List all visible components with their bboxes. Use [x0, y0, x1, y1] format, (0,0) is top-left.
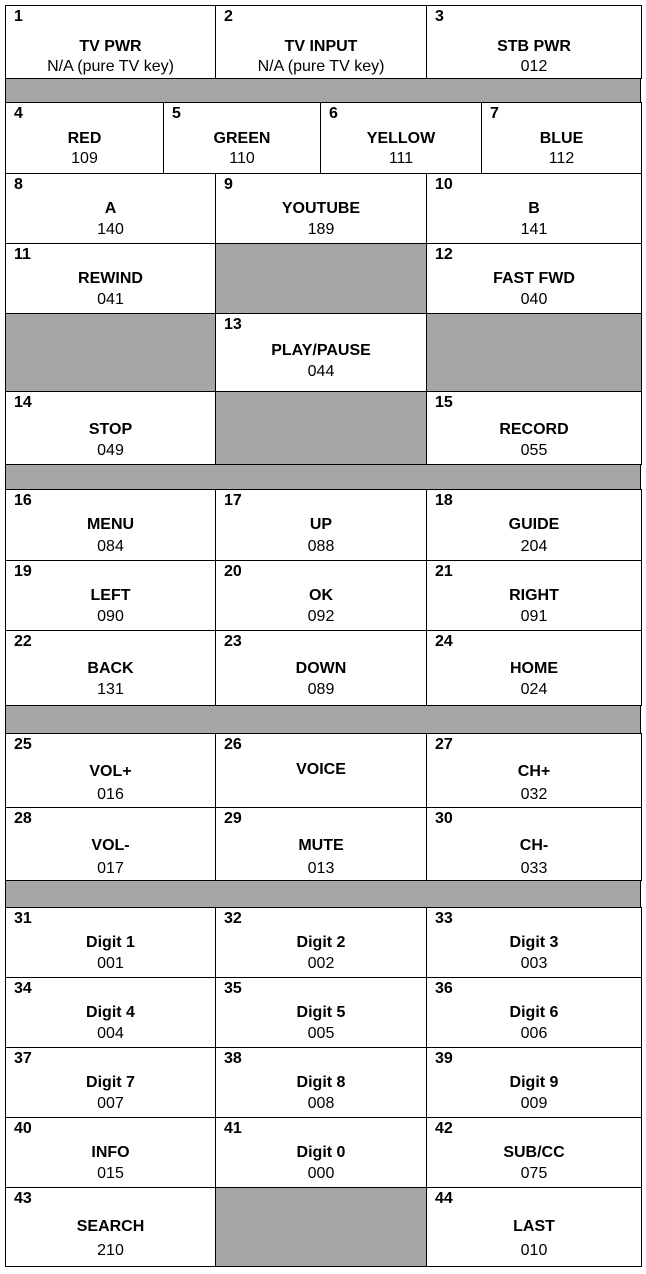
- key-name: YELLOW: [366, 130, 436, 147]
- key-code: 006: [520, 1025, 548, 1042]
- section-separator: [5, 78, 641, 103]
- key-cell: [215, 1047, 427, 1118]
- key-cell: [215, 977, 427, 1048]
- key-number: 20: [224, 563, 242, 580]
- key-number: 18: [435, 492, 453, 509]
- key-name: Digit 3: [509, 934, 559, 951]
- key-number: 21: [435, 563, 453, 580]
- key-name: Digit 7: [86, 1074, 135, 1091]
- key-cell: [5, 173, 216, 244]
- blank-cell: [426, 313, 642, 392]
- key-cell: [320, 102, 482, 174]
- key-name: Digit 4: [86, 1004, 135, 1021]
- key-name: RIGHT: [509, 587, 559, 604]
- key-name: TV INPUT: [284, 38, 358, 55]
- key-number: 43: [14, 1190, 32, 1207]
- key-code: 055: [520, 442, 548, 459]
- key-name: Digit 5: [296, 1004, 346, 1021]
- key-number: 5: [172, 105, 181, 122]
- key-cell: [215, 313, 427, 392]
- key-number: 4: [14, 105, 23, 122]
- key-code: 002: [307, 955, 335, 972]
- key-number: 28: [14, 810, 32, 827]
- section-separator: [5, 705, 641, 734]
- key-cell: [5, 630, 216, 706]
- key-code: 090: [97, 608, 124, 625]
- key-name: CH-: [519, 837, 549, 854]
- key-code: 032: [520, 786, 548, 803]
- key-cell: [5, 102, 164, 174]
- key-cell: [426, 733, 642, 808]
- key-code: 112: [548, 150, 575, 167]
- key-name: Digit 8: [296, 1074, 346, 1091]
- key-name: LEFT: [90, 587, 131, 604]
- key-cell: [426, 630, 642, 706]
- key-cell: [426, 807, 642, 881]
- blank-cell: [5, 313, 216, 392]
- key-code: 092: [307, 608, 335, 625]
- key-cell: [426, 1117, 642, 1188]
- key-code: 140: [97, 221, 124, 238]
- key-number: 33: [435, 910, 453, 927]
- key-cell: [5, 489, 216, 561]
- key-code: 091: [520, 608, 548, 625]
- key-name: CH+: [517, 763, 551, 780]
- key-number: 12: [435, 246, 453, 263]
- key-name: Digit 2: [296, 934, 346, 951]
- key-number: 7: [490, 105, 499, 122]
- key-number: 24: [435, 633, 453, 650]
- key-cell: [163, 102, 321, 174]
- key-number: 44: [435, 1190, 453, 1207]
- key-code: 141: [520, 221, 548, 238]
- key-name: STB PWR: [497, 38, 571, 55]
- key-cell: [426, 560, 642, 631]
- key-code: 007: [97, 1095, 124, 1112]
- key-name: RECORD: [499, 421, 569, 438]
- key-code: 024: [520, 681, 548, 698]
- key-number: 19: [14, 563, 32, 580]
- key-name: BACK: [87, 660, 134, 677]
- key-code: 000: [307, 1165, 335, 1182]
- key-number: 36: [435, 980, 453, 997]
- key-cell: [215, 630, 427, 706]
- key-cell: [215, 907, 427, 978]
- key-number: 29: [224, 810, 242, 827]
- key-name: LAST: [513, 1218, 555, 1235]
- key-code: 111: [388, 150, 414, 167]
- key-code: 189: [307, 221, 335, 238]
- key-code: 016: [97, 786, 124, 803]
- key-number: 34: [14, 980, 32, 997]
- key-cell: [5, 243, 216, 314]
- key-number: 38: [224, 1050, 242, 1067]
- key-number: 11: [14, 246, 31, 263]
- blank-cell: [215, 391, 427, 465]
- key-code: 004: [97, 1025, 124, 1042]
- key-name: YOUTUBE: [281, 200, 361, 217]
- key-code: 017: [97, 860, 124, 877]
- section-separator: [5, 880, 641, 908]
- key-code: N/A (pure TV key): [47, 58, 174, 75]
- key-number: 26: [224, 736, 242, 753]
- key-name: BLUE: [539, 130, 584, 147]
- key-code: 003: [520, 955, 548, 972]
- key-name: GREEN: [213, 130, 271, 147]
- key-number: 37: [14, 1050, 32, 1067]
- key-cell: [5, 560, 216, 631]
- key-cell: [215, 733, 427, 808]
- key-number: 3: [435, 8, 444, 25]
- key-name: INFO: [91, 1144, 130, 1161]
- key-cell: [426, 243, 642, 314]
- key-cell: [215, 5, 427, 79]
- key-code: 088: [307, 538, 335, 555]
- key-number: 13: [224, 316, 242, 333]
- key-number: 15: [435, 394, 453, 411]
- key-cell: [5, 1187, 216, 1267]
- key-number: 41: [224, 1120, 242, 1137]
- key-cell: [426, 907, 642, 978]
- key-number: 32: [224, 910, 242, 927]
- key-number: 27: [435, 736, 453, 753]
- key-number: 25: [14, 736, 32, 753]
- key-name: SUB/CC: [503, 1144, 565, 1161]
- key-name: Digit 0: [296, 1144, 346, 1161]
- key-code: 015: [97, 1165, 124, 1182]
- key-cell: [426, 173, 642, 244]
- blank-cell: [215, 243, 427, 314]
- key-number: 23: [224, 633, 242, 650]
- key-number: 31: [14, 910, 32, 927]
- key-cell: [215, 1117, 427, 1188]
- key-code: 001: [97, 955, 124, 972]
- key-name: STOP: [88, 421, 133, 438]
- key-number: 8: [14, 176, 23, 193]
- key-name: Digit 9: [509, 1074, 559, 1091]
- key-name: Digit 1: [86, 934, 135, 951]
- blank-cell: [215, 1187, 427, 1267]
- key-cell: [215, 560, 427, 631]
- key-name: GUIDE: [508, 516, 560, 533]
- key-number: 1: [14, 8, 23, 25]
- key-code: 013: [307, 860, 335, 877]
- section-separator: [5, 464, 641, 490]
- key-code: 089: [307, 681, 335, 698]
- key-cell: [5, 5, 216, 79]
- key-name: Digit 6: [509, 1004, 559, 1021]
- key-name: B: [528, 200, 540, 217]
- key-name: FAST FWD: [493, 270, 575, 287]
- key-name: SEARCH: [76, 1218, 145, 1235]
- key-code: 009: [520, 1095, 548, 1112]
- key-code: 084: [97, 538, 124, 555]
- key-number: 39: [435, 1050, 453, 1067]
- key-cell: [5, 807, 216, 881]
- key-code: 049: [97, 442, 124, 459]
- key-name: A: [104, 200, 117, 217]
- key-number: 42: [435, 1120, 453, 1137]
- key-number: 2: [224, 8, 233, 25]
- key-cell: [426, 1047, 642, 1118]
- key-code: 131: [97, 681, 124, 698]
- key-name: PLAY/PAUSE: [271, 342, 371, 359]
- key-name: RED: [67, 130, 102, 147]
- key-code: 033: [520, 860, 548, 877]
- key-code: 010: [520, 1242, 548, 1259]
- key-code: 044: [307, 363, 335, 380]
- key-code: 041: [97, 291, 124, 308]
- key-code: 110: [229, 150, 255, 167]
- key-name: VOICE: [296, 761, 346, 778]
- key-name: MUTE: [298, 837, 344, 854]
- key-cell: [5, 1117, 216, 1188]
- key-cell: [215, 489, 427, 561]
- key-code: 040: [520, 291, 548, 308]
- key-cell: [426, 391, 642, 465]
- key-number: 6: [329, 105, 338, 122]
- key-code: 210: [97, 1242, 124, 1259]
- key-number: 10: [435, 176, 453, 193]
- key-number: 16: [14, 492, 32, 509]
- key-code: 204: [520, 538, 548, 555]
- key-name: VOL+: [89, 763, 132, 780]
- key-cell: [426, 977, 642, 1048]
- key-cell: [5, 391, 216, 465]
- key-cell: [481, 102, 642, 174]
- key-number: 17: [224, 492, 242, 509]
- key-name: REWIND: [78, 270, 143, 287]
- key-name: UP: [309, 516, 333, 533]
- key-number: 40: [14, 1120, 32, 1137]
- key-cell: [5, 1047, 216, 1118]
- key-name: VOL-: [91, 837, 130, 854]
- key-number: 30: [435, 810, 453, 827]
- key-number: 9: [224, 176, 233, 193]
- key-number: 14: [14, 394, 32, 411]
- key-cell: [5, 977, 216, 1048]
- key-code: 109: [71, 150, 98, 167]
- key-name: MENU: [86, 516, 135, 533]
- key-code: 075: [520, 1165, 548, 1182]
- key-name: HOME: [510, 660, 558, 677]
- key-code: 012: [520, 58, 548, 75]
- key-cell: [5, 733, 216, 808]
- key-name: TV PWR: [79, 38, 142, 55]
- key-cell: [426, 5, 642, 79]
- key-cell: [215, 807, 427, 881]
- key-cell: [215, 173, 427, 244]
- key-code: 005: [307, 1025, 335, 1042]
- key-code: N/A (pure TV key): [257, 58, 385, 75]
- key-number: 22: [14, 633, 32, 650]
- key-name: DOWN: [295, 660, 347, 677]
- key-name: OK: [309, 587, 333, 604]
- key-cell: [426, 1187, 642, 1267]
- key-cell: [5, 907, 216, 978]
- key-code: 008: [307, 1095, 335, 1112]
- key-cell: [426, 489, 642, 561]
- key-number: 35: [224, 980, 242, 997]
